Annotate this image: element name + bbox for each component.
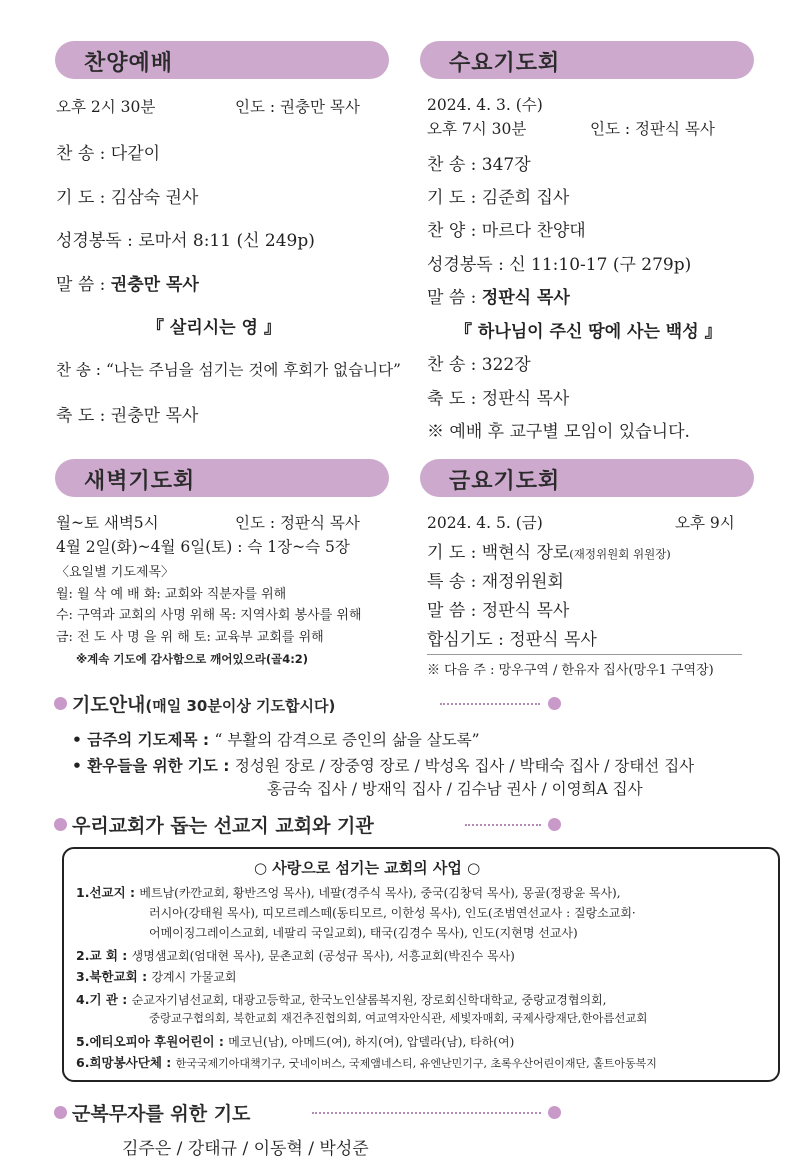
praise-sermon-speaker: 권충만 목사 xyxy=(110,275,199,295)
friday-date: 2024. 4. 5. (금) xyxy=(427,514,543,532)
prayer-sick-names-2: 홍금숙 집사 / 방재익 집사 / 김수남 권사 / 이영희A 집사 xyxy=(267,780,643,798)
missions-row-2-label: 2.교 회 : xyxy=(76,948,132,963)
missions-row-6-label: 6.희망봉사단체 : xyxy=(76,1055,176,1070)
praise-benediction: 축 도 : 권충만 목사 xyxy=(56,406,199,426)
missions-row-3-label: 3.북한교회 : xyxy=(76,969,152,984)
wednesday-prayer: 기 도 : 김준희 집사 xyxy=(427,188,570,208)
missions-row-4-a: 순교자기념선교회, 대광고등학교, 한국노인샬롬복지원, 장로회신학대학교, 중랑교경협의회, xyxy=(131,993,607,1007)
prayer-sick-label: • 환우들을 위한 기도 : xyxy=(72,757,235,775)
prayer-theme-label: • 금주의 기도제목 : xyxy=(72,731,215,749)
praise-time: 오후 2시 30분 xyxy=(56,98,156,116)
wednesday-choir: 찬 양 : 마르다 찬양대 xyxy=(427,221,586,241)
missions-title: 우리교회가 돕는 선교지 교회와 기관 xyxy=(72,815,374,837)
friday-header-title: 금요기도회 xyxy=(449,469,561,494)
friday-prayer xyxy=(427,538,671,563)
missions-row-5-text: 메코닌(남), 아메드(여), 하지(여), 압델라(남), 타하(여) xyxy=(228,1035,515,1049)
missions-row-4 xyxy=(76,990,607,1008)
missions-row-4-label: 4.기 관 : xyxy=(76,992,132,1007)
missions-row-6 xyxy=(76,1053,657,1071)
missions-row-1-label: 1.선교지 : xyxy=(76,885,140,900)
wednesday-leader: 인도 : 정판식 목사 xyxy=(590,120,715,138)
prayer-guide-end-dot xyxy=(548,697,561,710)
prayer-guide-bullet xyxy=(54,697,67,710)
prayer-sick xyxy=(72,754,694,776)
dawn-topics-head: 〈요일별 기도제목〉 xyxy=(56,565,175,580)
missions-row-1-a: 베트남(카깐교회, 황반즈엉 목사), 네팔(경주식 목사), 중국(김창덕 목사), 몽골(정광윤 목사), xyxy=(139,886,621,900)
friday-special: 특 송 : 재정위원회 xyxy=(427,572,564,592)
prayer-sick-names-1: 정성원 장로 / 장중영 장로 / 박성옥 집사 / 박태숙 집사 / 장태선 집사 xyxy=(234,757,695,775)
wednesday-time: 오후 7시 30분 xyxy=(427,120,527,138)
missions-row-3 xyxy=(76,967,236,985)
friday-sermon: 말 씀 : 정판식 목사 xyxy=(427,601,570,621)
missions-row-1 xyxy=(76,883,621,901)
praise-sermon xyxy=(56,270,199,295)
dawn-period: 4월 2일(화)~4월 6일(토) : 슥 1장~슥 5장 xyxy=(56,538,350,556)
missions-bullet xyxy=(54,818,67,831)
wednesday-sermon-label: 말 씀 : xyxy=(427,288,482,308)
friday-next-week: ※ 다음 주 : 망우구역 / 한유자 집사(망우1 구역장) xyxy=(427,663,714,678)
dawn-topic-2: 수: 구역과 교회의 사명 위해 목: 지역사회 봉사를 위해 xyxy=(56,608,362,623)
wednesday-sermon-title: 『 하나님이 주신 땅에 사는 백성 』 xyxy=(455,322,722,342)
prayer-guide-dotted-line xyxy=(440,703,540,705)
unemployed-bullet xyxy=(54,1106,67,1119)
praise-prayer: 기 도 : 김삼숙 권사 xyxy=(56,188,199,208)
missions-box xyxy=(62,847,780,1082)
dawn-header-title: 새벽기도회 xyxy=(84,469,196,494)
missions-row-1-c: 어메이징그레이스교회, 네팔리 국일교회), 태국(김경수 목사), 인도(지현명 선교사) xyxy=(149,926,578,940)
unemployed-end-dot xyxy=(548,1106,561,1119)
missions-row-2 xyxy=(76,946,515,964)
prayer-theme-text: “ 부활의 감격으로 증인의 삶을 살도록” xyxy=(214,731,480,749)
prayer-guide-heading xyxy=(72,690,335,717)
wednesday-sermon xyxy=(427,283,570,308)
dawn-leader: 인도 : 정판식 목사 xyxy=(235,514,360,532)
wednesday-closing-hymn: 찬 송 : 322장 xyxy=(427,355,531,375)
praise-header-title: 찬양예배 xyxy=(84,51,174,76)
praise-leader: 인도 : 권충만 목사 xyxy=(235,98,360,116)
friday-prayer-label: 기 도 : 백현식 장로 xyxy=(427,543,570,563)
dawn-topic-3: 금: 전 도 사 명 을 위 해 토: 교육부 교회를 위해 xyxy=(56,630,324,645)
missions-row-2-text: 생명샘교회(엄대현 목사), 문촌교회 (공성규 목사), 서흥교회(박진수 목사) xyxy=(131,949,515,963)
missions-row-4-b: 중랑교구협의회, 북한교회 재건추진협의회, 여교역자안식관, 세빛자매회, 국제사랑재단,한아름선교회 xyxy=(149,1011,648,1025)
praise-hymn: 찬 송 : 다같이 xyxy=(56,144,161,164)
praise-reading: 성경봉독 : 로마서 8:11 (신 249p) xyxy=(56,231,315,251)
dawn-days: 월~토 새벽5시 xyxy=(56,514,159,532)
wednesday-sermon-speaker: 정판식 목사 xyxy=(481,288,570,308)
missions-row-1-b: 러시아(강태원 목사), 띠모르레스떼(동티모르, 이한성 목사), 인도(조범연선교사 : 질랑소교회· xyxy=(149,906,636,920)
prayer-theme xyxy=(72,728,480,750)
wednesday-reading: 성경봉독 : 신 11:10-17 (구 279p) xyxy=(427,255,692,275)
wednesday-note: ※ 예배 후 교구별 모임이 있습니다. xyxy=(427,422,690,442)
missions-row-6-text: 한국국제기아대책기구, 굿네이버스, 국제앰네스티, 유엔난민기구, 초록우산어린이재단, 홀트아동복지 xyxy=(175,1057,657,1070)
praise-closing-hymn: 찬 송 : “나는 주님을 섬기는 것에 후회가 없습니다” xyxy=(56,361,401,379)
dawn-verse: ※계속 기도에 감사함으로 깨어있으라(골4:2) xyxy=(76,652,309,666)
wednesday-benediction: 축 도 : 정판식 목사 xyxy=(427,389,570,409)
friday-time: 오후 9시 xyxy=(675,514,735,532)
prayer-guide-subtitle: (매일 30분이상 기도합시다) xyxy=(145,697,336,715)
friday-joint-prayer: 합심기도 : 정판식 목사 xyxy=(427,630,597,650)
wednesday-hymn: 찬 송 : 347장 xyxy=(427,155,531,175)
missions-box-title: ○ 사랑으로 섬기는 교회의 사업 ○ xyxy=(254,859,481,877)
missions-row-5 xyxy=(76,1032,514,1050)
missions-row-5-label: 5.에티오피아 후원어린이 : xyxy=(76,1034,229,1049)
friday-prayer-note: (재정위원회 위원장) xyxy=(569,547,671,561)
wednesday-header-title: 수요기도회 xyxy=(449,51,561,76)
prayer-guide-title: 기도안내 xyxy=(72,694,146,716)
dawn-topic-1: 월: 월 삭 예 배 화: 교회와 직분자를 위해 xyxy=(56,587,287,602)
praise-sermon-label: 말 씀 : xyxy=(56,275,111,295)
missions-row-3-text: 강계시 가물교회 xyxy=(151,970,237,984)
missions-end-dot xyxy=(548,818,561,831)
wednesday-date: 2024. 4. 3. (수) xyxy=(427,96,543,114)
unemployed-dotted-line xyxy=(312,1112,541,1114)
praise-sermon-title: 『 살리시는 영 』 xyxy=(147,318,281,338)
unemployed-title: 군복무자를 위한 기도 xyxy=(72,1103,251,1125)
missions-dotted-line xyxy=(465,824,541,826)
unemployed-names: 김주은 / 강태규 / 이동혁 / 박성준 xyxy=(122,1139,369,1159)
friday-divider xyxy=(427,654,742,655)
